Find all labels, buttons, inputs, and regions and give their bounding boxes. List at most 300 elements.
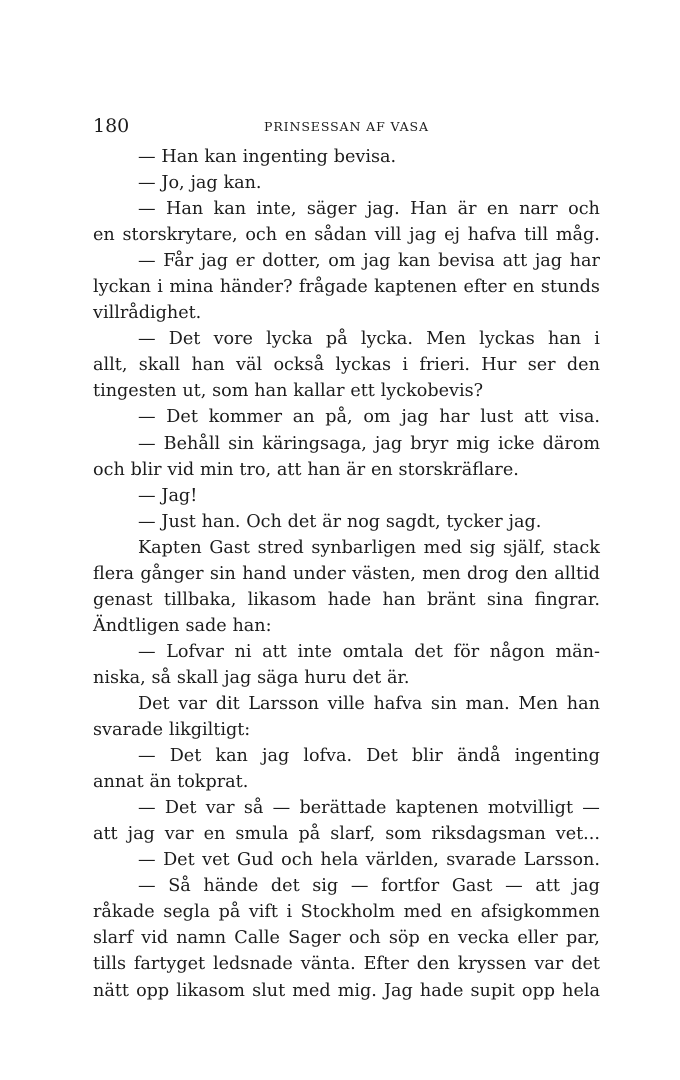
word: är [322, 511, 342, 532]
word: tills [93, 954, 126, 975]
word: stred [257, 537, 304, 558]
page-header [93, 114, 600, 138]
text-line [93, 144, 600, 170]
word: genast [93, 589, 153, 610]
word: och [348, 928, 381, 949]
word: vet... [555, 824, 600, 845]
text-line [93, 847, 600, 873]
word: en [512, 277, 535, 298]
word: slut [252, 980, 286, 1001]
word: svarade [446, 850, 517, 871]
word: blir [411, 746, 443, 767]
word: och [245, 225, 278, 246]
text-line [93, 873, 600, 899]
word: det [287, 511, 317, 532]
text-line [93, 613, 600, 639]
word: Efter [363, 954, 409, 975]
word: ni [234, 641, 252, 662]
word: det [270, 876, 300, 897]
word: ut, [182, 381, 207, 402]
word: och [568, 199, 600, 220]
word: lyckan [93, 277, 151, 298]
word: stack [552, 537, 600, 558]
text-line [93, 431, 600, 457]
word: jag [401, 407, 429, 428]
word: Sager [288, 928, 341, 949]
word: säger [306, 199, 357, 220]
word: — [138, 173, 156, 194]
word: vill [374, 225, 402, 246]
word: om [328, 251, 356, 272]
word: ej [444, 225, 460, 246]
word: den [514, 563, 548, 584]
word: Men [426, 329, 466, 350]
word: det [352, 667, 382, 688]
word: jag. [508, 511, 542, 532]
word: som [385, 824, 422, 845]
word: omtala [342, 641, 404, 662]
word: tokprat. [177, 772, 249, 793]
word: sin [430, 693, 457, 714]
word: inte, [256, 199, 297, 220]
word: han. [201, 511, 241, 532]
word: Jo, [161, 173, 185, 194]
text-line [93, 457, 600, 483]
word: västen, [352, 563, 416, 584]
word: är [457, 199, 477, 220]
text-line [93, 561, 600, 587]
word: skall [138, 355, 181, 376]
text-line [93, 404, 600, 430]
word: om [363, 407, 391, 428]
word: hände [203, 876, 259, 897]
word: nätt [93, 980, 129, 1001]
word: måg. [555, 225, 600, 246]
word: med [423, 537, 463, 558]
word: ingenting [242, 147, 328, 167]
word: kaptenen [374, 277, 458, 298]
word: med [292, 980, 331, 1001]
word: vid [141, 928, 169, 949]
word: och [93, 459, 125, 480]
word: opp [136, 980, 170, 1001]
word: jag [534, 251, 563, 272]
word: — [138, 641, 156, 662]
word: dotter, [262, 251, 321, 272]
word: jag [127, 824, 155, 845]
word: så [151, 667, 172, 688]
text-line [93, 248, 600, 274]
word: men [422, 563, 461, 584]
word: män- [555, 641, 600, 662]
word: vänta. [300, 954, 356, 975]
word: att [276, 459, 302, 480]
word: den [566, 355, 600, 376]
word: flera [93, 563, 135, 584]
word: — [138, 511, 156, 532]
word: alltid [554, 563, 600, 584]
word: segla [163, 902, 211, 923]
word: någon [489, 641, 545, 662]
word: Calle [234, 928, 280, 949]
word: bränt [426, 589, 476, 610]
word: sig [312, 876, 339, 897]
word: Hur [481, 355, 517, 376]
word: han [382, 589, 416, 610]
word: frieri. [419, 355, 470, 376]
word: säga [257, 667, 299, 688]
word: hade [327, 589, 372, 610]
word: en [284, 225, 307, 246]
text-line [93, 639, 600, 665]
word: Behåll [163, 433, 221, 454]
word: opp [521, 980, 556, 1001]
word: jag. [366, 199, 400, 220]
word: smula [235, 824, 289, 845]
word: hade [419, 980, 464, 1001]
word: — [138, 251, 156, 272]
word: själf, [503, 537, 546, 558]
word: mig. [337, 980, 377, 1001]
text-line [93, 951, 600, 977]
word: jag [262, 746, 290, 767]
word: vet [202, 850, 230, 871]
word: att [523, 407, 549, 428]
word: villrådighet. [93, 303, 202, 324]
word: vift [248, 902, 278, 923]
word: Så [168, 876, 191, 897]
word: en [370, 459, 393, 480]
word: vid [167, 459, 195, 480]
text-line [93, 978, 600, 1004]
word: och [281, 850, 313, 871]
word: i [286, 902, 293, 923]
word: till [524, 225, 549, 246]
word: kaptenen [395, 798, 479, 819]
text-line [93, 925, 600, 951]
text-line [93, 717, 600, 743]
word: ingenting [514, 746, 600, 767]
word: sig [469, 537, 496, 558]
text-line [93, 378, 600, 404]
text-line [93, 483, 600, 509]
text-line [93, 665, 600, 691]
word: i [402, 355, 408, 376]
word: kommer [208, 407, 283, 428]
word: var [178, 693, 208, 714]
word: Det [138, 693, 170, 714]
word: Han [410, 199, 448, 220]
word: hela [320, 850, 359, 871]
word: slarf [93, 928, 134, 949]
word: lust [480, 407, 514, 428]
word: Just [161, 511, 196, 532]
word: kan. [223, 173, 262, 194]
word: tro, [239, 459, 272, 480]
word: sin [228, 433, 255, 454]
word: svarade [93, 720, 164, 741]
word: — [138, 329, 156, 350]
word: än [149, 772, 172, 793]
word: en [450, 902, 473, 923]
word: annat [93, 772, 144, 793]
word: storskräflare. [398, 459, 519, 480]
word: Gast [451, 876, 493, 897]
word: en [486, 199, 509, 220]
word: kan [398, 251, 431, 272]
word: Larsson. [523, 850, 600, 871]
word: som [212, 381, 249, 402]
word: är [346, 459, 366, 480]
word: en [93, 225, 115, 246]
word: — [350, 876, 369, 897]
word: lycka [266, 329, 313, 350]
word: slarf, [330, 824, 376, 845]
word: hafva [467, 225, 517, 246]
word: — [505, 876, 523, 897]
word: jag [200, 251, 229, 272]
word: jag [572, 876, 600, 897]
word: det [571, 954, 600, 975]
word: Gud [237, 850, 274, 871]
word: afsigkommen [480, 902, 600, 923]
word: sina [486, 589, 524, 610]
word: den [416, 954, 450, 975]
text-line [93, 535, 600, 561]
word: jag [190, 173, 218, 194]
word: tingesten [93, 381, 177, 402]
word: — [138, 147, 156, 167]
word: drog [467, 563, 509, 584]
word: efter [463, 277, 507, 298]
word: man. [465, 693, 510, 714]
word: händer? [219, 277, 293, 298]
word: Det [169, 746, 202, 767]
word: han: [232, 615, 272, 636]
word: skall [176, 667, 219, 688]
word: han [547, 329, 582, 350]
word: kan [215, 746, 248, 767]
word: var [164, 824, 194, 845]
word: så [243, 798, 264, 819]
text-line [93, 899, 600, 925]
word: kan [213, 199, 247, 220]
word: lofva. [303, 746, 353, 767]
word: — [138, 407, 156, 428]
word: bryr [410, 433, 449, 454]
text-line [93, 795, 600, 821]
word: likasom [176, 980, 245, 1001]
word: Det [164, 798, 197, 819]
word: — [582, 798, 600, 819]
text-line [93, 352, 600, 378]
word: namn [176, 928, 227, 949]
word: — [138, 876, 156, 897]
text-line [93, 326, 600, 352]
word: niska, [93, 667, 146, 688]
word: att [262, 641, 287, 662]
word: kryssen [457, 954, 527, 975]
word: fortfor [381, 876, 440, 897]
word: han [191, 355, 225, 376]
word: Larsson [248, 693, 319, 714]
text-line [93, 743, 600, 769]
word: allt, [93, 355, 128, 376]
word: — [272, 798, 291, 819]
word: med [403, 902, 442, 923]
word: har [569, 251, 600, 272]
word: under [292, 563, 346, 584]
word: an [292, 407, 315, 428]
word: Ändtligen [93, 615, 180, 636]
text-line [93, 509, 600, 535]
word: storskrytare, [122, 225, 238, 246]
word: bevisa. [333, 147, 397, 167]
word: lycka. [360, 329, 413, 350]
word: Det [168, 329, 201, 350]
word: väl [236, 355, 263, 376]
word: motvilligt [487, 798, 574, 819]
word: söp [388, 928, 420, 949]
word: sade [185, 615, 227, 636]
word: att [93, 824, 118, 845]
word: frågade [298, 277, 368, 298]
word: eller [517, 928, 558, 949]
word: kan [204, 147, 237, 167]
word: gånger [140, 563, 204, 584]
word: är. [386, 667, 410, 688]
word: blir [130, 459, 162, 480]
word: käringsaga, [262, 433, 367, 454]
word: lyckobevis? [380, 381, 484, 402]
word: hafva [373, 693, 423, 714]
word: dit [215, 693, 240, 714]
word: lyckas [479, 329, 535, 350]
word: huru [304, 667, 347, 688]
word: jag [374, 433, 403, 454]
word: också [273, 355, 325, 376]
word: — [138, 485, 156, 506]
word: berättade [299, 798, 387, 819]
word: Det [366, 746, 398, 767]
text-line [93, 222, 600, 248]
word: stunds [540, 277, 600, 298]
word: — [138, 199, 156, 220]
word: icke [497, 433, 535, 454]
word: — [138, 850, 156, 871]
word: likasom [247, 589, 317, 610]
word: Han [165, 199, 204, 220]
word: kallar [293, 381, 345, 402]
word: för [453, 641, 480, 662]
word: i [594, 329, 600, 350]
word: — [138, 433, 156, 454]
word: att [502, 251, 528, 272]
word: Får [163, 251, 194, 272]
word: nog [346, 511, 381, 532]
body-text [93, 144, 600, 1004]
word: en [203, 824, 226, 845]
word: Lofvar [166, 641, 224, 662]
word: därom [542, 433, 600, 454]
word: råkade [93, 902, 155, 923]
word: fingrar. [534, 589, 600, 610]
word: har [439, 407, 470, 428]
word: han [566, 693, 600, 714]
word: riksdagsman [431, 824, 546, 845]
word: på [325, 329, 348, 350]
word: ändå [456, 746, 501, 767]
word: Det [163, 850, 195, 871]
word: världen, [365, 850, 439, 871]
text-line [93, 821, 600, 847]
word: ser [527, 355, 556, 376]
word: tillbaka, [163, 589, 237, 610]
word: att [535, 876, 560, 897]
word: bevisa [438, 251, 495, 272]
word: var [205, 798, 235, 819]
word: var [534, 954, 564, 975]
word: tycker [446, 511, 503, 532]
word: visa. [559, 407, 600, 428]
word: hela [562, 980, 600, 1001]
word: det [414, 641, 443, 662]
word: — [138, 798, 156, 819]
word: Jag! [161, 485, 198, 506]
word: jag [363, 251, 391, 272]
word: Jag [383, 980, 413, 1001]
word: fartyget [133, 954, 206, 975]
text-line [93, 170, 600, 196]
word: narr [519, 199, 558, 220]
word: Det [166, 407, 198, 428]
word: han [307, 459, 341, 480]
word: mig [456, 433, 490, 454]
text-line [93, 196, 600, 222]
word: Kapten [138, 537, 202, 558]
word: ett [350, 381, 375, 402]
word: ledsnade [213, 954, 293, 975]
word: jag [224, 667, 252, 688]
word: lyckas [335, 355, 392, 376]
word: sin [209, 563, 236, 584]
word: sådan [314, 225, 367, 246]
text-line [93, 691, 600, 717]
word: Stockholm [300, 902, 396, 923]
word: sagdt, [385, 511, 441, 532]
text-line [93, 300, 600, 326]
word: mina [169, 277, 214, 298]
page-number: 180 [93, 115, 130, 137]
word: Men [518, 693, 559, 714]
word: jag [409, 225, 437, 246]
word: synbarligen [311, 537, 417, 558]
word: på [218, 902, 241, 923]
word: han [254, 381, 288, 402]
word: inte [297, 641, 332, 662]
text-line [93, 769, 600, 795]
word: på, [325, 407, 353, 428]
word: min [199, 459, 234, 480]
word: likgiltigt: [168, 720, 251, 741]
word: hand [242, 563, 287, 584]
word: vore [213, 329, 253, 350]
word: på [298, 824, 321, 845]
word: ville [327, 693, 365, 714]
text-line [93, 274, 600, 300]
running-title: PRINSESSAN AF VASA [264, 119, 429, 134]
word: par, [566, 928, 600, 949]
